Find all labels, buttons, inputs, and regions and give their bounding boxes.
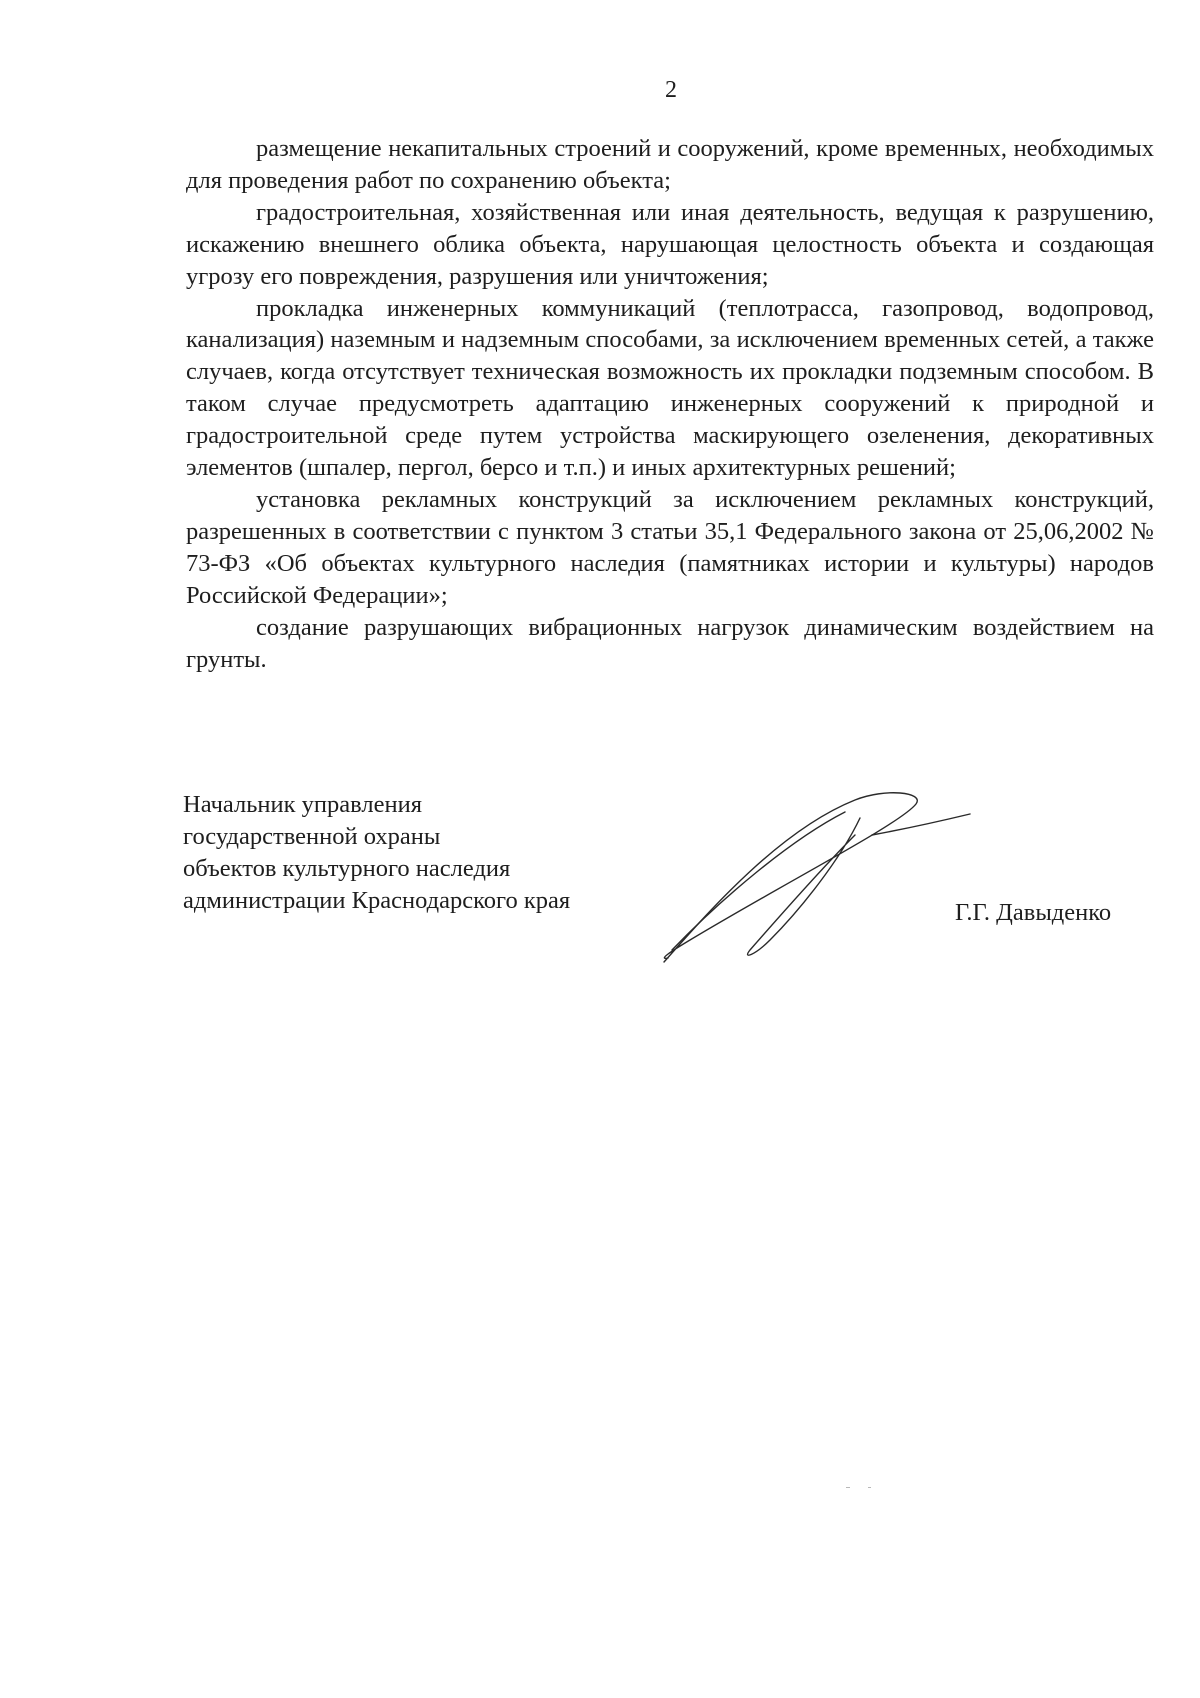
paragraph: создание разрушающих вибрационных нагрузок динамическим воздействием на грунты. [186,613,1154,673]
signature-stroke [672,812,845,950]
position-line: государственной охраны [183,822,441,850]
paragraph: размещение некапитальных строений и сооружений, кроме временных, необходимых для проведения работ по сохранению объекта; [186,135,1154,194]
position-line: администрации Краснодарского края [183,886,571,914]
scan-speck [846,1487,850,1488]
position-line: Начальник управления [183,791,422,818]
signature-stroke [664,793,917,962]
position-line: объектов культурного наследия [183,854,511,882]
handwritten-signature [650,790,980,965]
signer-name: Г.Г. Давыденко [955,899,1112,926]
signatory-position [183,789,570,917]
paragraph: градостроительная, хозяйственная или иная деятельность, ведущая к разрушению, искажению внешнего облика объекта, нарушающая целостность объекта и создающая угрозу его повреждения, разрушения или уничтожения; [186,198,1154,290]
paragraph: установка рекламных конструкций за исключением рекламных конструкций, разрешенных в соответствии с пунктом 3 статьи 35,1 Федерального закона от 25,06,2002 № 73-ФЗ «Об объектах культурного наследия (памятниках истории и культуры) народов Российской Федерации»; [186,485,1154,609]
scan-speck [868,1487,871,1488]
body-text [186,133,1154,675]
signature-stroke [748,818,860,955]
page-number: 2 [665,77,677,103]
paragraph: прокладка инженерных коммуникаций (теплотрасса, газопровод, водопровод, канализация) наземным и надземным способами, за исключением временных сетей, а также случаев, когда отсутствует техническая возможность их прокладки подземным способом. В таком случае предусмотреть адаптацию инженерных сооружений к природной и градостроительной среде путем устройства маскирующего озеленения, декоративных элементов (шпалер, пергол, берсо и т.п.) и иных архитектурных решений; [186,294,1154,482]
signature-stroke [872,814,970,835]
